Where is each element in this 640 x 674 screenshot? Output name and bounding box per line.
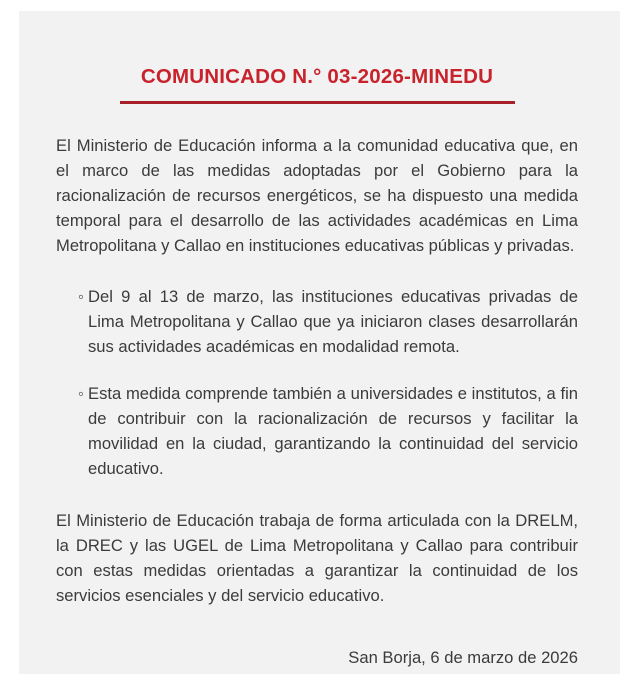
- document-body: [56, 133, 578, 670]
- announcement-document: [19, 11, 620, 674]
- list-item-text: Del 9 al 13 de marzo, las instituciones educativas privadas de Lima Metropolitana y Callao que ya iniciaron clases desarrollarán sus actividades académicas en modalidad remota.: [88, 286, 578, 356]
- list-item-text: Esta medida comprende también a universidades e institutos, a fin de contribuir con la racionalización de recursos y facilitar la movilidad en la ciudad, garantizando la continuidad del servicio educativo.: [88, 383, 578, 478]
- intro-paragraph: El Ministerio de Educación informa a la comunidad educativa que, en el marco de las medidas adoptadas por el Gobierno para la racionalización de recursos energéticos, se ha dispuesto una medida temporal para el desarrollo de las actividades académicas en Lima Metropolitana y Callao en instituciones educativas públicas y privadas.: [56, 135, 578, 255]
- list-item: [56, 284, 578, 359]
- title-underline-rule: [120, 101, 515, 104]
- title-block: [56, 65, 578, 104]
- place-and-date: San Borja, 6 de marzo de 2026: [348, 647, 578, 667]
- measures-list: [56, 284, 578, 481]
- closing-paragraph: El Ministerio de Educación trabaja de forma articulada con la DRELM, la DREC y las UGEL de Lima Metropolitana y Callao para contribuir con estas medidas orientadas a garantizar la continuidad de los servicios esenciales y del servicio educativo.: [56, 510, 578, 605]
- list-item: [56, 381, 578, 481]
- bullet-circle-icon: ◦: [78, 286, 84, 306]
- bullet-circle-icon: ◦: [78, 383, 84, 403]
- document-content: [56, 11, 578, 670]
- page-title: COMUNICADO N.° 03-2026-MINEDU: [140, 65, 494, 88]
